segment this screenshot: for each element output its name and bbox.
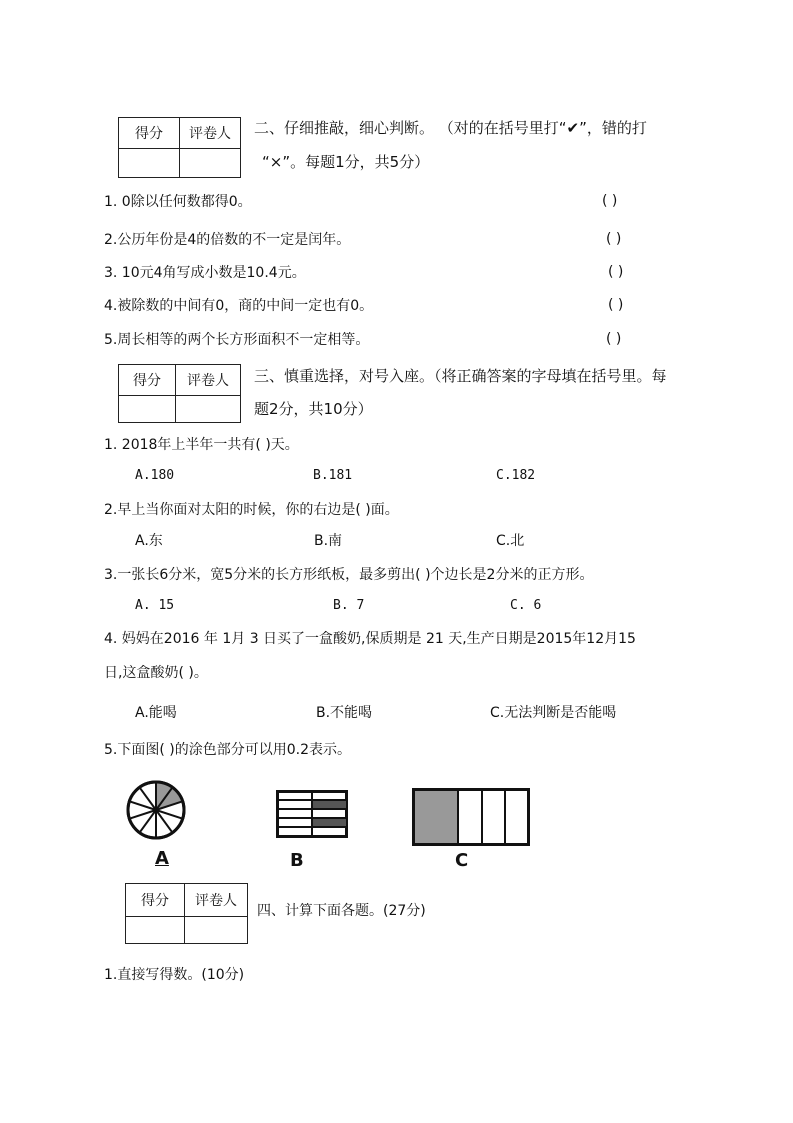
s2-item-3: 3. 10元4角写成小数是10.4元。 [104, 265, 306, 281]
s3-q4-line1: 4. 妈妈在2016 年 1月 3 日买了一盒酸奶,保质期是 21 天,生产日期是2015年12月15 [104, 631, 636, 647]
grader-label: 评卷人 [176, 365, 241, 396]
section2-heading-line1: 二、仔细推敲，细心判断。 （对的在括号里打“✔”，错的打 [254, 119, 647, 137]
s3-q1: 1. 2018年上半年一共有( )天。 [104, 437, 299, 453]
s2-answer-4[interactable]: ( ) [608, 297, 624, 313]
s3-q3-option-b[interactable]: B. 7 [333, 598, 365, 613]
s2-answer-5[interactable]: ( ) [606, 331, 622, 347]
section4-heading: 四、计算下面各题。(27分) [257, 903, 426, 919]
s2-item-1: 1. 0除以任何数都得0。 [104, 194, 252, 210]
grader-field[interactable] [180, 149, 241, 178]
s3-q1-option-b[interactable]: B.181 [313, 468, 353, 483]
s3-q4-option-c[interactable]: C.无法判断是否能喝 [490, 705, 617, 721]
figure-c-label: C [455, 850, 469, 871]
s3-q2-option-b[interactable]: B.南 [314, 533, 343, 549]
score-label: 得分 [119, 118, 180, 149]
score-label: 得分 [119, 365, 176, 396]
s3-q1-option-c[interactable]: C.182 [496, 468, 536, 483]
s3-q4-line2: 日,这盒酸奶( )。 [104, 665, 208, 681]
score-field[interactable] [126, 917, 185, 944]
score-field[interactable] [119, 396, 176, 423]
s2-answer-3[interactable]: ( ) [608, 264, 624, 280]
s3-q3-option-c[interactable]: C. 6 [510, 598, 542, 613]
s3-q2-option-c[interactable]: C.北 [496, 533, 525, 549]
figure-b-grid[interactable] [276, 790, 348, 838]
s3-q5: 5.下面图( )的涂色部分可以用0.2表示。 [104, 742, 351, 758]
grader-label: 评卷人 [180, 118, 241, 149]
s3-q3: 3.一张长6分米，宽5分米的长方形纸板，最多剪出( )个边长是2分米的正方形。 [104, 567, 594, 583]
s3-q1-option-a[interactable]: A.180 [135, 468, 175, 483]
s2-answer-1[interactable]: ( ) [602, 193, 618, 209]
figure-a-circle[interactable] [126, 780, 186, 840]
s2-answer-2[interactable]: ( ) [606, 231, 622, 247]
score-box-section3 [118, 364, 241, 423]
s2-item-2: 2.公历年份是4的倍数的不一定是闰年。 [104, 232, 351, 248]
s3-q3-option-a[interactable]: A. 15 [135, 598, 175, 613]
s3-q4-option-b[interactable]: B.不能喝 [316, 705, 373, 721]
s2-item-5: 5.周长相等的两个长方形面积不一定相等。 [104, 332, 370, 348]
figure-b-label: B [290, 850, 304, 871]
score-field[interactable] [119, 149, 180, 178]
section4-sub1: 1.直接写得数。(10分) [104, 967, 245, 983]
s2-item-4: 4.被除数的中间有0，商的中间一定也有0。 [104, 298, 374, 314]
score-label: 得分 [126, 884, 185, 917]
s3-q2-option-a[interactable]: A.东 [135, 533, 163, 549]
s3-q4-option-a[interactable]: A.能喝 [135, 705, 177, 721]
figure-a-label: A [155, 848, 169, 869]
section2-heading-line2: “×”。每题1分，共5分） [262, 153, 430, 171]
grader-label: 评卷人 [185, 884, 248, 917]
score-box-section2 [118, 117, 241, 178]
figure-c-bar[interactable] [412, 788, 530, 846]
section3-heading-line1: 三、慎重选择，对号入座。（将正确答案的字母填在括号里。每 [254, 367, 667, 385]
s3-q2: 2.早上当你面对太阳的时候，你的右边是( )面。 [104, 502, 399, 518]
section3-heading-line2: 题2分，共10分） [254, 400, 373, 418]
grader-field[interactable] [176, 396, 241, 423]
grader-field[interactable] [185, 917, 248, 944]
score-box-section4 [125, 883, 248, 944]
